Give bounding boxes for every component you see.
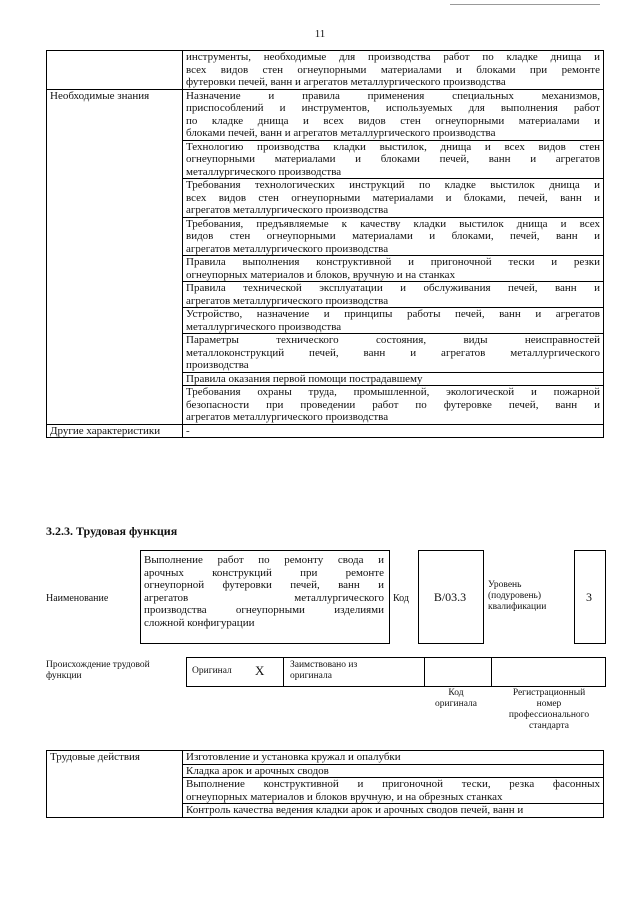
name-label: Наименование	[46, 593, 109, 604]
text-line: металлургического производства	[186, 165, 342, 178]
empty-cell	[47, 51, 183, 90]
text-line: Контроль качества ведения кладки арок и арочных сводов печей, ванн и	[186, 804, 524, 816]
level-label	[488, 580, 568, 613]
text-line: агрегатов металлургического производства	[186, 294, 389, 307]
code-value: B/03.3	[433, 590, 467, 604]
text-line: по кладке днища и всех видов стен огнеупорными материалами и	[186, 114, 600, 127]
action-item	[183, 751, 604, 765]
text-line: Уровень	[488, 580, 522, 590]
knowledge-item	[183, 372, 604, 386]
caption-line: профессионального	[508, 710, 590, 720]
text-line: всех видов стен огнеупорными материалами и блоками при ремонте	[186, 63, 600, 76]
text-line: оригинала	[290, 671, 332, 681]
text-line: производства огнеупорными изделиями	[144, 604, 384, 616]
reg-number-box	[491, 657, 606, 687]
text-line: арочных конструкций при ремонте	[144, 566, 384, 579]
caption-line: Код	[448, 688, 464, 698]
code-label: Код	[393, 593, 409, 604]
knowledge-item	[183, 256, 604, 282]
text-line: Правила оказания первой помощи пострадавшему	[186, 372, 423, 385]
top-rule	[450, 4, 600, 5]
origin-code-box	[424, 657, 492, 687]
text-line: агрегатов металлургического производства	[186, 242, 389, 255]
text-line: Правила выполнения конструктивной и пригоночной тески и резки	[186, 256, 600, 268]
text-line: инструменты, необходимые для производства работ по кладке днища и	[186, 51, 600, 63]
text-line: металлургического производства	[186, 320, 342, 333]
table-row	[47, 89, 604, 140]
section-title: 3.2.3. Трудовая функция	[46, 524, 178, 538]
caption-line: Регистрационный	[512, 688, 586, 698]
origin-label	[46, 660, 186, 682]
text-line: безопасности при проведении работ по футеровке печей, ванн и	[186, 398, 600, 411]
text-line: Кладка арок и арочных сводов	[186, 764, 329, 777]
function-name	[144, 554, 384, 629]
text-line: производства	[186, 359, 249, 371]
page-number: 11	[314, 28, 326, 40]
action-item	[183, 778, 604, 804]
text-line: огнеупорных материалов и блоков, вручную и на станках	[186, 268, 456, 281]
text-line: Происхождение трудовой	[46, 660, 150, 670]
other-label: Другие характеристики	[47, 424, 183, 438]
knowledge-item	[183, 89, 604, 140]
original-label: Оригинал	[192, 666, 232, 676]
text-line: огнеупорных материалов и блоков вручную, и на обрезных станках	[186, 790, 503, 803]
text-line: огнеупорными материалами и блоками печей, ванн и агрегатов	[186, 153, 600, 165]
knowledge-item	[183, 334, 604, 373]
text-line: агрегатов металлургического	[144, 591, 384, 604]
table-row	[47, 424, 604, 438]
caption-line: номер	[536, 699, 562, 709]
text-line: Назначение и правила применения специальных механизмов,	[186, 89, 600, 102]
other-value: -	[183, 424, 604, 438]
reg-number-caption	[492, 688, 606, 732]
text-line: Требования охраны труда, промышленной, экологической и пожарной	[186, 386, 600, 398]
text-line: Параметры технического состояния, виды неисправностей	[186, 334, 600, 346]
text-line: агрегатов металлургического производства	[186, 411, 389, 423]
knowledge-item	[183, 179, 604, 218]
text-line: всех видов стен огнеупорными материалами и блоками, печей, ванн и	[186, 191, 600, 204]
table-row	[47, 751, 604, 765]
text-line: Заимствовано из	[290, 660, 358, 670]
borrowed-label	[290, 660, 420, 682]
actions-table	[46, 750, 604, 818]
text-line: (подуровень)	[488, 591, 542, 601]
text-line: Правила технической эксплуатации и обслуживания печей, ванн и	[186, 282, 600, 294]
knowledge-label: Необходимые знания	[47, 89, 183, 424]
continuation-cell	[183, 51, 604, 90]
knowledge-table	[46, 50, 604, 438]
text-line: Требования технологических инструкций по кладке выстилок днища и	[186, 179, 600, 191]
text-line: приспособлений и инструментов, используемых для выполнения работ	[186, 102, 600, 114]
level-value: 3	[586, 590, 592, 604]
knowledge-item	[183, 217, 604, 256]
text-line: Устройство, назначение и принципы работы печей, ванн и агрегатов	[186, 308, 600, 320]
text-line: металлоконструкций печей, ванн и агрегатов металлургического	[186, 346, 600, 359]
table-row	[47, 51, 604, 90]
text-line: Выполнение работ по ремонту свода и	[144, 554, 384, 566]
knowledge-item	[183, 140, 604, 179]
action-item	[183, 804, 604, 818]
original-mark: X	[255, 663, 265, 678]
origin-code-caption	[420, 688, 492, 710]
text-line: Изготовление и установка кружал и опалубки	[186, 751, 401, 763]
caption-line: стандарта	[529, 721, 569, 731]
text-line: Выполнение конструктивной и пригоночной тески, резка фасонных	[186, 778, 600, 790]
text-line: видов стен огнеупорными материалами и блоками, печей, ванн и	[186, 230, 600, 242]
text-line: блоками печей, ванн и агрегатов металлургического производства	[186, 127, 496, 139]
text-line: Технологию производства кладки выстилок, днища и всех видов стен	[186, 140, 600, 153]
caption-line: оригинала	[435, 699, 477, 709]
text-line: агрегатов металлургического производства	[186, 204, 389, 216]
text-line: сложной конфигурации	[144, 616, 255, 629]
knowledge-item	[183, 308, 604, 334]
text-line: квалификации	[488, 602, 547, 612]
text-line: огнеупорной футеровки печей, ванн и	[144, 579, 384, 591]
action-item	[183, 764, 604, 778]
text-line: функции	[46, 671, 82, 681]
actions-label: Трудовые действия	[47, 751, 183, 818]
text-line: Требования, предъявляемые к качеству кладки выстилок днища и всех	[186, 217, 600, 230]
knowledge-item	[183, 282, 604, 308]
text-line: футеровки печей, ванн и агрегатов металлургического производства	[186, 76, 506, 88]
knowledge-item	[183, 386, 604, 425]
